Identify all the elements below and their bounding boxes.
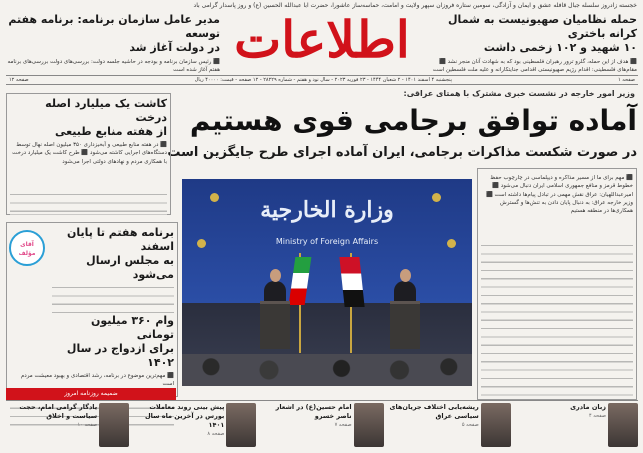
top-right-story[interactable]: [423, 13, 637, 74]
crowd: [182, 354, 472, 386]
bottom-teaser[interactable]: [260, 403, 383, 450]
teaser-page: صفحه ۴: [589, 413, 606, 419]
teaser-title: امام حسین(ع) در اشعار ناصر خسرو: [275, 403, 352, 420]
emblem-icon: [197, 239, 206, 248]
dateline: [6, 75, 638, 85]
supplement-strip[interactable]: ضمیمه روزنامه امروز: [6, 388, 176, 400]
emblem-icon: [447, 239, 456, 248]
left-box-trees-title-2: از هفته منابع طبیعی: [54, 125, 167, 138]
top-banner-line: خجسته زادروز سلسله جبال قافله عشق و ایمان و آزادگی، سومین ستاره فروزان سپهر ولایت و امامت، حماسه‌ساز عاشورا، حضرت ابا عبدالله الحسین (ع) و روز پاسدار گرامی باد: [193, 2, 637, 9]
bottom-teaser[interactable]: [6, 403, 129, 450]
headline-kicker: وزیر امور خارجه در نشست خبری مشترک با همتای عراقی:: [403, 89, 635, 98]
wall-text-arabic: وزارة الخارجية: [260, 197, 394, 223]
bottom-teaser[interactable]: [388, 403, 511, 450]
teaser-photo: [354, 403, 384, 447]
teaser-page: صفحه ۸: [207, 431, 225, 437]
top-right-title-2: ۱۰ شهید و ۱۰۲ زخمی داشت: [483, 41, 637, 54]
supplement-badge: آقای مؤلف: [9, 230, 45, 266]
teaser-title: یادگار گرامی امام، حجت سیاست و اخلاق: [19, 403, 98, 420]
top-left-title-1: مدیر عامل سازمان برنامه: برنامه هفتم توسعه: [8, 13, 220, 40]
top-left-body: ⬛ رئیس سازمان برنامه و بودجه در حاشیه جلسه دولت: بررسی‌های دولت بررسی‌های برنامه هفتم آغاز شده است: [7, 59, 220, 73]
main-headline[interactable]: آماده توافق برجامی قوی هستیم: [189, 104, 637, 137]
dateline-left: صفحه ۱۲: [9, 77, 29, 83]
podium-left: [260, 301, 290, 349]
teaser-title: پیش بینی روند معاملات بورس در آخرین ماه سال ۱۴۰۱: [145, 403, 225, 429]
speaker-left-head: [270, 269, 281, 282]
press-conference-photo: [182, 179, 472, 386]
iran-flag-icon: [289, 257, 312, 305]
right-column-story[interactable]: [477, 168, 637, 400]
top-right-title-1: حمله نظامیان صهیونیست به شمال کرانه باختری: [448, 13, 637, 40]
left-box-trees-title-1: کاشت یک میلیارد اصله درخت: [45, 97, 167, 124]
dateline-right: صفحه ۱: [618, 77, 635, 83]
left-box-plan-title-4: برای ازدواج در سال ۱۴۰۲: [66, 342, 174, 369]
teaser-page: صفحه ۱۰: [77, 422, 98, 428]
left-box-trees[interactable]: [6, 93, 171, 215]
teaser-photo: [481, 403, 511, 447]
right-column-body: ⬛ مهم برای ما از مسیر مذاکره و دیپلماسی در چارچوب حفظ خطوط قرمز و منافع جمهوری اسلامی ایران دنبال می‌شود ⬛ امیرعبداللهیان: عراق نقش مهمی در تبادل پیام‌ها داشته است ⬛ وزیر خارجه عراق: به دنبال پایان دادن به تنش‌ها و گسترش همکاری‌ها در منطقه هستیم: [485, 175, 633, 215]
teaser-photo: [226, 403, 256, 447]
teaser-title: ریشه‌یابی اختلاف جریان‌های سیاسی عراق: [389, 403, 479, 420]
teaser-page: صفحه ۷: [334, 422, 352, 428]
bottom-teasers: [6, 400, 638, 450]
top-left-story[interactable]: [6, 13, 220, 74]
podium-right: [390, 301, 420, 349]
bottom-teaser[interactable]: [133, 403, 256, 450]
left-box-plan-body: ⬛ مهم‌ترین موضوع در برنامه، رشد اقتصادی و بهبود معیشت مردم است: [20, 373, 174, 388]
wall-text-english: Ministry of Foreign Affairs: [275, 237, 379, 246]
iraq-flag-icon: [339, 257, 364, 307]
left-box-trees-text-lines: [10, 191, 167, 217]
left-box-trees-body: ⬛ در هفته منابع طبیعی و آبخیزداری ۳۵۰ میلیون اصله نهال توسط دستگاه‌های اجرایی کاشته می‌شود ⬛ طرح کاشت یک میلیارد درخت با همکاری مردم و نهادهای دولتی اجرا می‌شود: [12, 142, 167, 165]
main-subhead: در صورت شکست مذاکرات برجامی، ایران آماده اجرای طرح جایگزین است: [167, 145, 637, 160]
teaser-title: زبان مادری: [570, 403, 606, 411]
dateline-center: پنجشنبه ۴ اسفند ۱۴۰۱ - ۲ شعبان ۱۴۴۴ - ۲۳ فوریه ۲۰۲۳ - سال نود و هفتم - شماره ۲۸۲۲۹ - ۱۲ صفحه - قیمت: ۴۰۰۰۰ ریال: [194, 77, 453, 83]
left-box-plan-title-3: وام ۳۶۰ میلیون تومانی: [90, 314, 174, 341]
teaser-photo: [608, 403, 638, 447]
top-left-title-2: در دولت آغاز شد: [129, 41, 220, 54]
left-box-plan-text-lines: [52, 284, 174, 314]
bottom-teaser[interactable]: [515, 403, 638, 450]
left-box-plan-title-1: برنامه هفتم تا پایان اسفند: [66, 226, 174, 253]
speaker-right-head: [400, 269, 411, 282]
masthead-logo: اطلاعات: [234, 10, 410, 69]
emblem-icon: [210, 193, 219, 202]
right-column-text-lines: [481, 242, 633, 396]
teaser-page: صفحه ۵: [461, 422, 479, 428]
top-right-body: ⬛ هدف از این حمله، گلرو ترور رهبران فلسطینی بود که به شهادت آنان منجر نشد ⬛ مقام‌های فلسطینی: اقدام رژیم صهیونیستی اقدامی جنایتکارانه و علیه ملت فلسطین است: [432, 59, 637, 73]
teaser-photo: [99, 403, 129, 447]
left-box-plan-title-2: به مجلس ارسال می‌شود: [86, 254, 174, 281]
emblem-icon: [432, 193, 441, 202]
